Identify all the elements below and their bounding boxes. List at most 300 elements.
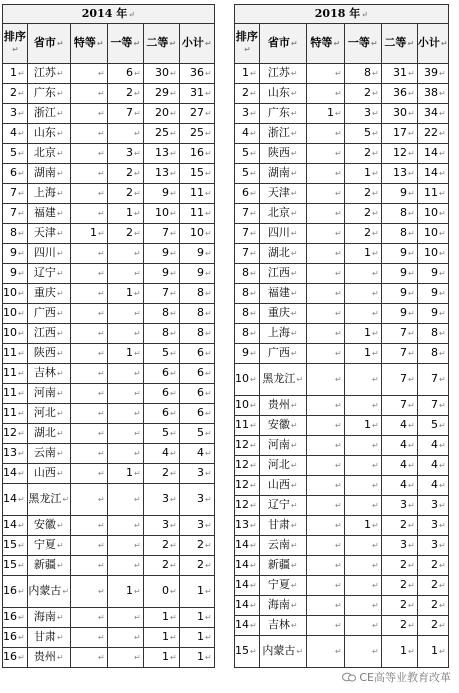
table-row [3,304,215,324]
special-prize-cell: ↵ [70,124,107,144]
province-cell: 广西↵ [259,344,306,364]
second-prize-cell: 9↵ [381,284,417,304]
column-header: 小计↵ [179,24,214,64]
second-prize-cell: 2↵ [143,464,179,484]
second-prize-cell: 36↵ [381,84,417,104]
table-row [3,184,215,204]
rank-cell: 12↵ [3,424,28,444]
rank-cell: 3↵ [3,104,28,124]
subtotal-cell: 2↵ [417,556,448,576]
rank-cell: 8↵ [235,264,260,284]
special-prize-cell: ↵ [70,304,107,324]
table-2018 [234,4,449,668]
province-cell: 吉林↵ [27,364,70,384]
province-cell: 贵州↵ [27,648,70,668]
special-prize-cell: ↵ [306,456,344,476]
first-prize-cell: 2↵ [344,184,381,204]
province-cell: 湖北↵ [27,424,70,444]
subtotal-cell: 2↵ [417,596,448,616]
province-cell: 江苏↵ [259,64,306,84]
table-row [3,204,215,224]
second-prize-cell: 4↵ [381,456,417,476]
first-prize-cell: ↵ [107,628,143,648]
rank-cell: 16↵ [3,576,28,608]
second-prize-cell: 2↵ [143,536,179,556]
table-row [3,424,215,444]
subtotal-cell: 3↵ [179,516,214,536]
table-row [235,496,449,516]
special-prize-cell: ↵ [70,284,107,304]
rank-cell: 8↵ [3,224,28,244]
subtotal-cell: 11↵ [417,184,448,204]
rank-cell: 14↵ [235,556,260,576]
special-prize-cell: ↵ [306,164,344,184]
special-prize-cell: ↵ [70,444,107,464]
table-row [3,628,215,648]
rank-cell: 1↵ [235,64,260,84]
subtotal-cell: 8↵ [417,344,448,364]
province-cell: 广西↵ [27,304,70,324]
special-prize-cell: ↵ [306,124,344,144]
column-header: 省市↵ [259,24,306,64]
subtotal-cell: 2↵ [179,556,214,576]
rank-cell: 14↵ [3,516,28,536]
rank-cell: 8↵ [235,284,260,304]
province-cell: 湖南↵ [27,164,70,184]
subtotal-cell: 27↵ [179,104,214,124]
province-cell: 云南↵ [27,444,70,464]
province-cell: 湖北↵ [259,244,306,264]
second-prize-cell: 4↵ [143,444,179,464]
first-prize-cell: 2↵ [344,84,381,104]
subtotal-cell: 9↵ [417,264,448,284]
first-prize-cell: 2↵ [107,224,143,244]
first-prize-cell: ↵ [107,648,143,668]
first-prize-cell: 1↵ [344,344,381,364]
table-row [235,184,449,204]
subtotal-cell: 39↵ [417,64,448,84]
special-prize-cell: ↵ [70,628,107,648]
subtotal-cell: 9↵ [417,304,448,324]
subtotal-cell: 9↵ [179,244,214,264]
special-prize-cell: ↵ [70,384,107,404]
rank-cell: 14↵ [3,484,28,516]
table-row [3,104,215,124]
rank-cell: 4↵ [235,124,260,144]
column-header: 小计↵ [417,24,448,64]
subtotal-cell: 5↵ [179,424,214,444]
subtotal-cell: 9↵ [179,264,214,284]
subtotal-cell: 3↵ [417,496,448,516]
second-prize-cell: 9↵ [143,244,179,264]
second-prize-cell: 12↵ [381,144,417,164]
first-prize-cell: ↵ [107,124,143,144]
subtotal-cell: 1↵ [417,636,448,668]
watermark [342,669,451,685]
table-row [3,648,215,668]
province-cell: 浙江↵ [27,104,70,124]
table-title-2018: 2018 年↵ [235,5,449,24]
rank-cell: 6↵ [3,164,28,184]
province-cell: 广东↵ [259,104,306,124]
first-prize-cell: ↵ [344,556,381,576]
subtotal-cell: 1↵ [179,576,214,608]
table-row [235,636,449,668]
province-cell: 山西↵ [259,476,306,496]
province-cell: 山东↵ [259,84,306,104]
column-header: 二等↵ [143,24,179,64]
special-prize-cell: ↵ [306,364,344,396]
first-prize-cell: 5↵ [344,124,381,144]
rank-cell: 2↵ [235,84,260,104]
first-prize-cell: 1↵ [107,464,143,484]
rank-cell: 15↵ [3,536,28,556]
special-prize-cell: ↵ [70,404,107,424]
special-prize-cell: ↵ [70,608,107,628]
first-prize-cell: 1↵ [344,516,381,536]
second-prize-cell: 31↵ [381,64,417,84]
second-prize-cell: 8↵ [143,304,179,324]
header-row-2014 [3,24,215,64]
subtotal-cell: 2↵ [417,576,448,596]
second-prize-cell: 13↵ [143,164,179,184]
rank-cell: 7↵ [235,244,260,264]
second-prize-cell: 8↵ [381,204,417,224]
table-row [3,344,215,364]
special-prize-cell: ↵ [306,536,344,556]
first-prize-cell: ↵ [344,596,381,616]
second-prize-cell: 17↵ [381,124,417,144]
special-prize-cell: ↵ [70,484,107,516]
province-cell: 山东↵ [27,124,70,144]
rank-cell: 15↵ [235,636,260,668]
second-prize-cell: 4↵ [381,416,417,436]
first-prize-cell: 3↵ [107,144,143,164]
first-prize-cell: 8↵ [344,64,381,84]
first-prize-cell: 6↵ [107,64,143,84]
subtotal-cell: 15↵ [179,164,214,184]
special-prize-cell: ↵ [70,84,107,104]
special-prize-cell: ↵ [70,104,107,124]
second-prize-cell: 7↵ [143,224,179,244]
first-prize-cell: 2↵ [344,204,381,224]
first-prize-cell: ↵ [107,556,143,576]
subtotal-cell: 3↵ [179,464,214,484]
province-cell: 重庆↵ [259,304,306,324]
subtotal-cell: 14↵ [417,164,448,184]
rank-cell: 2↵ [3,84,28,104]
province-cell: 广东↵ [27,84,70,104]
subtotal-cell: 1↵ [179,608,214,628]
special-prize-cell: ↵ [70,648,107,668]
second-prize-cell: 3↵ [381,496,417,516]
subtotal-cell: 7↵ [417,396,448,416]
rank-cell: 11↵ [3,384,28,404]
first-prize-cell: ↵ [107,404,143,424]
special-prize-cell: ↵ [306,204,344,224]
province-cell: 北京↵ [27,144,70,164]
rank-cell: 14↵ [235,536,260,556]
special-prize-cell: 1↵ [306,104,344,124]
rank-cell: 9↵ [235,344,260,364]
rank-cell: 11↵ [3,344,28,364]
province-cell: 河北↵ [259,456,306,476]
first-prize-cell: 1↵ [107,204,143,224]
table-row [3,144,215,164]
table-row [235,284,449,304]
subtotal-cell: 1↵ [179,648,214,668]
table-row [3,444,215,464]
subtotal-cell: 36↵ [179,64,214,84]
special-prize-cell: ↵ [306,84,344,104]
rank-cell: 14↵ [235,596,260,616]
special-prize-cell: ↵ [306,576,344,596]
table-row [3,464,215,484]
province-cell: 北京↵ [259,204,306,224]
subtotal-cell: 22↵ [417,124,448,144]
special-prize-cell: ↵ [306,436,344,456]
table-row [235,164,449,184]
province-cell: 安徽↵ [27,516,70,536]
column-header: 二等↵ [381,24,417,64]
province-cell: 重庆↵ [27,284,70,304]
second-prize-cell: 13↵ [381,164,417,184]
second-prize-cell: 7↵ [143,284,179,304]
table-row [235,344,449,364]
first-prize-cell: 7↵ [107,104,143,124]
rank-cell: 5↵ [235,164,260,184]
second-prize-cell: 2↵ [143,556,179,576]
second-prize-cell: 8↵ [143,324,179,344]
second-prize-cell: 8↵ [381,224,417,244]
province-cell: 甘肃↵ [27,628,70,648]
second-prize-cell: 7↵ [381,324,417,344]
subtotal-cell: 10↵ [417,204,448,224]
table-row [3,556,215,576]
province-cell: 江西↵ [259,264,306,284]
first-prize-cell: 1↵ [107,344,143,364]
table-row [3,124,215,144]
province-cell: 四川↵ [27,244,70,264]
table-row [3,264,215,284]
special-prize-cell: ↵ [70,424,107,444]
table-row [3,84,215,104]
first-prize-cell: 2↵ [107,84,143,104]
table-row [3,244,215,264]
first-prize-cell: 1↵ [344,164,381,184]
first-prize-cell: 2↵ [344,144,381,164]
table-row [235,324,449,344]
subtotal-cell: 3↵ [417,516,448,536]
special-prize-cell: ↵ [70,464,107,484]
subtotal-cell: 1↵ [179,628,214,648]
table-2014 [2,4,215,668]
second-prize-cell: 7↵ [381,396,417,416]
province-cell: 上海↵ [27,184,70,204]
rank-cell: 7↵ [235,204,260,224]
first-prize-cell: ↵ [107,264,143,284]
province-cell: 陕西↵ [27,344,70,364]
special-prize-cell: ↵ [70,244,107,264]
subtotal-cell: 9↵ [417,284,448,304]
table-title-2014: 2014 年↵ [3,5,215,24]
table-row [235,104,449,124]
table-row [235,64,449,84]
second-prize-cell: 1↵ [143,628,179,648]
table-row [3,364,215,384]
province-cell: 陕西↵ [259,144,306,164]
second-prize-cell: 9↵ [381,244,417,264]
first-prize-cell: 1↵ [344,324,381,344]
rank-cell: 7↵ [3,204,28,224]
table-row [3,404,215,424]
rank-cell: 12↵ [235,436,260,456]
table-row [3,284,215,304]
subtotal-cell: 8↵ [179,304,214,324]
special-prize-cell: ↵ [306,264,344,284]
subtotal-cell: 4↵ [179,444,214,464]
special-prize-cell: ↵ [306,516,344,536]
province-cell: 内蒙古↵ [259,636,306,668]
column-header: 省市↵ [27,24,70,64]
first-prize-cell: ↵ [344,264,381,284]
first-prize-cell: ↵ [344,536,381,556]
province-cell: 河南↵ [27,384,70,404]
first-prize-cell: ↵ [344,284,381,304]
second-prize-cell: 5↵ [143,424,179,444]
first-prize-cell: ↵ [344,636,381,668]
subtotal-cell: 4↵ [417,476,448,496]
special-prize-cell: ↵ [70,576,107,608]
table-row [235,536,449,556]
subtotal-cell: 10↵ [417,224,448,244]
subtotal-cell: 2↵ [417,616,448,636]
wechat-icon [342,672,356,682]
table-row [235,364,449,396]
second-prize-cell: 10↵ [143,204,179,224]
second-prize-cell: 2↵ [381,556,417,576]
special-prize-cell: ↵ [306,416,344,436]
second-prize-cell: 9↵ [143,184,179,204]
rank-cell: 4↵ [3,124,28,144]
province-cell: 天津↵ [27,224,70,244]
second-prize-cell: 6↵ [143,384,179,404]
subtotal-cell: 8↵ [179,324,214,344]
column-header: 特等↵ [70,24,107,64]
special-prize-cell: 1↵ [70,224,107,244]
first-prize-cell: ↵ [107,324,143,344]
subtotal-cell: 38↵ [417,84,448,104]
province-cell: 海南↵ [27,608,70,628]
subtotal-cell: 16↵ [179,144,214,164]
rank-cell: 5↵ [3,144,28,164]
subtotal-cell: 10↵ [417,244,448,264]
subtotal-cell: 6↵ [179,344,214,364]
province-cell: 贵州↵ [259,396,306,416]
table-row [235,124,449,144]
second-prize-cell: 4↵ [381,476,417,496]
second-prize-cell: 29↵ [143,84,179,104]
table-row [3,608,215,628]
first-prize-cell: ↵ [107,244,143,264]
rank-cell: 8↵ [235,324,260,344]
first-prize-cell: ↵ [344,616,381,636]
first-prize-cell: ↵ [107,484,143,516]
rank-cell: 11↵ [235,416,260,436]
rank-cell: 10↵ [3,304,28,324]
second-prize-cell: 6↵ [143,364,179,384]
subtotal-cell: 8↵ [417,324,448,344]
column-header: 一等↵ [344,24,381,64]
first-prize-cell: ↵ [107,424,143,444]
subtotal-cell: 11↵ [179,184,214,204]
table-row [235,596,449,616]
table-row [235,224,449,244]
rank-cell: 16↵ [3,648,28,668]
province-cell: 浙江↵ [259,124,306,144]
column-header: 特等↵ [306,24,344,64]
second-prize-cell: 3↵ [143,516,179,536]
first-prize-cell: ↵ [107,384,143,404]
special-prize-cell: ↵ [306,324,344,344]
first-prize-cell: ↵ [107,516,143,536]
rank-cell: 7↵ [235,224,260,244]
second-prize-cell: 7↵ [381,364,417,396]
first-prize-cell: ↵ [344,304,381,324]
second-prize-cell: 30↵ [143,64,179,84]
province-cell: 福建↵ [259,284,306,304]
rank-cell: 10↵ [3,284,28,304]
subtotal-cell: 25↵ [179,124,214,144]
special-prize-cell: ↵ [306,244,344,264]
province-cell: 吉林↵ [259,616,306,636]
rank-cell: 11↵ [3,364,28,384]
second-prize-cell: 2↵ [381,596,417,616]
special-prize-cell: ↵ [306,344,344,364]
second-prize-cell: 3↵ [143,484,179,516]
table-row [3,324,215,344]
rank-cell: 1↵ [3,64,28,84]
special-prize-cell: ↵ [70,516,107,536]
rank-cell: 10↵ [235,396,260,416]
province-cell: 辽宁↵ [259,496,306,516]
second-prize-cell: 2↵ [381,616,417,636]
first-prize-cell: ↵ [107,608,143,628]
table-row [235,264,449,284]
table-row [235,304,449,324]
table-row [3,516,215,536]
second-prize-cell: 30↵ [381,104,417,124]
province-cell: 黑龙江↵ [259,364,306,396]
subtotal-cell: 7↵ [417,364,448,396]
special-prize-cell: ↵ [306,64,344,84]
second-prize-cell: 0↵ [143,576,179,608]
special-prize-cell: ↵ [70,324,107,344]
special-prize-cell: ↵ [70,556,107,576]
rank-cell: 14↵ [3,464,28,484]
rank-cell: 13↵ [235,516,260,536]
rank-cell: 12↵ [235,456,260,476]
subtotal-cell: 5↵ [417,416,448,436]
rank-cell: 13↵ [3,444,28,464]
province-cell: 海南↵ [259,596,306,616]
first-prize-cell: 1↵ [107,576,143,608]
special-prize-cell: ↵ [70,164,107,184]
subtotal-cell: 34↵ [417,104,448,124]
province-cell: 新疆↵ [27,556,70,576]
rank-cell: 7↵ [3,184,28,204]
table-row [235,516,449,536]
